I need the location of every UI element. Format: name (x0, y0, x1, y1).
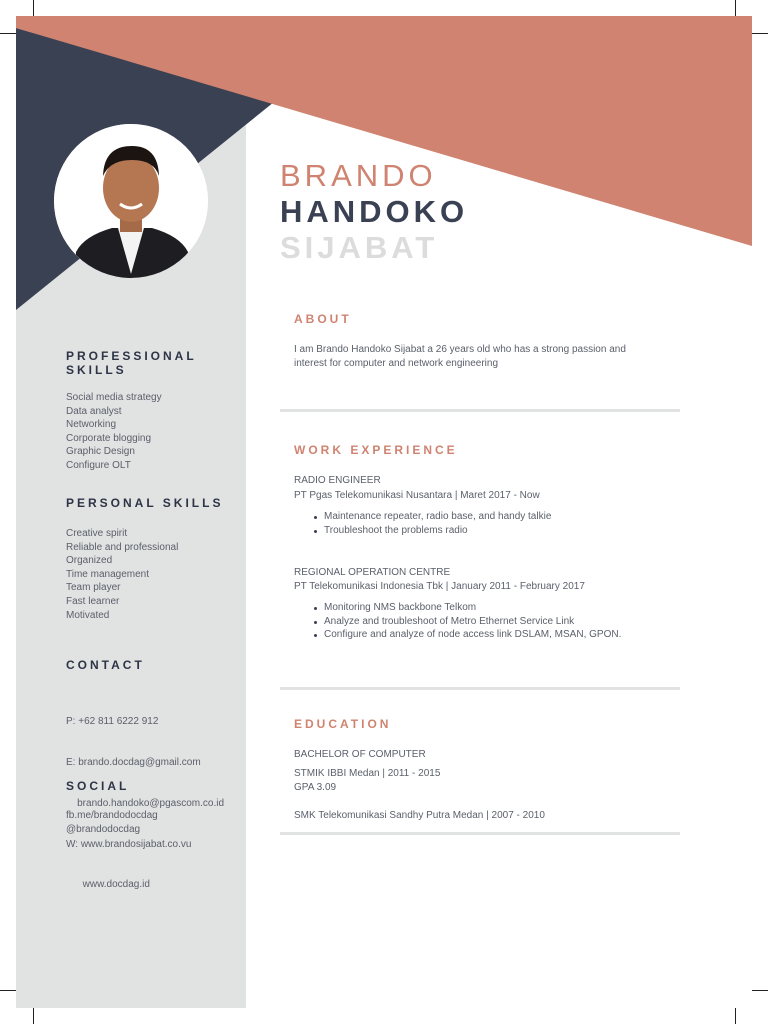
job-title: RADIO ENGINEER (294, 475, 381, 486)
list-item: Analyze and troubleshoot of Metro Ethernet Service Link (314, 615, 621, 629)
contact-website-2: www.docdag.id (66, 879, 150, 891)
list-item: Time management (66, 568, 149, 580)
education-gpa: GPA 3.09 (294, 782, 337, 793)
social-heading: SOCIAL (66, 779, 130, 793)
professional-skills-heading (66, 349, 197, 377)
crop-mark (752, 990, 768, 991)
contact-email: E: brando.docdag@gmail.com (66, 756, 201, 768)
crop-mark (735, 0, 736, 16)
list-item: Networking (66, 419, 117, 431)
personal-skills-heading: PERSONAL SKILLS (66, 496, 224, 510)
crop-mark (0, 33, 16, 34)
crop-mark (0, 990, 16, 991)
education-school: STMIK IBBI Medan | 2011 - 2015 (294, 768, 441, 779)
section-divider (280, 832, 680, 835)
job-duties (314, 601, 621, 642)
resume-page (16, 16, 752, 1008)
name-first: BRANDO (280, 158, 437, 193)
job-title: REGIONAL OPERATION CENTRE (294, 567, 451, 578)
education-heading: EDUCATION (294, 717, 392, 731)
name-last: SIJABAT (280, 230, 439, 265)
list-item: Troubleshoot the problems radio (314, 524, 551, 538)
social-handle: @brandodocdag (66, 823, 141, 835)
contact-heading: CONTACT (66, 658, 145, 672)
job-duties (314, 510, 551, 537)
work-experience-heading: WORK EXPERIENCE (294, 443, 458, 457)
social-facebook: fb.me/brandodocdag (66, 810, 158, 821)
list-item: Configure and analyze of node access link DSLAM, MSAN, GPON. (314, 628, 621, 642)
list-item: Reliable and professional (66, 541, 179, 553)
list-item: Social media strategy (66, 392, 162, 403)
heading-line: SKILLS (66, 363, 127, 377)
contact-email-2: brando.handoko@pgascom.co.id (66, 797, 225, 809)
crop-mark (33, 1008, 34, 1024)
list-item: Motivated (66, 609, 110, 621)
list-item: Graphic Design (66, 446, 135, 458)
list-item: Fast learner (66, 595, 120, 607)
crop-mark (752, 33, 768, 34)
education-school: SMK Telekomunikasi Sandhy Putra Medan | 2007 - 2010 (294, 810, 545, 821)
profile-photo (54, 124, 208, 278)
list-item: Corporate blogging (66, 432, 152, 444)
about-heading: ABOUT (294, 312, 352, 326)
education-degree: BACHELOR OF COMPUTER (294, 749, 426, 760)
list-item: Organized (66, 555, 113, 567)
job-company: PT Pgas Telekomunikasi Nusantara | Maret 2017 - Now (294, 490, 540, 501)
social-list (66, 809, 158, 836)
list-item: Data analyst (66, 405, 122, 417)
list-item: Team player (66, 582, 121, 594)
heading-line: PROFESSIONAL (66, 349, 197, 363)
section-divider (280, 409, 680, 412)
contact-website: W: www.brandosijabat.co.vu (66, 838, 192, 850)
list-item: Monitoring NMS backbone Telkom (314, 601, 621, 615)
list-item: Configure OLT (66, 459, 131, 471)
about-text-line: interest for computer and network engineering (294, 358, 499, 369)
job-company: PT Telekomunikasi Indonesia Tbk | January 2011 - February 2017 (294, 581, 585, 592)
personal-skills-list (66, 527, 178, 622)
professional-skills-list (66, 391, 162, 473)
list-item: Maintenance repeater, radio base, and handy talkie (314, 510, 551, 524)
crop-mark (33, 0, 34, 16)
contact-phone: P: +62 811 6222 912 (66, 716, 159, 728)
about-text-line: I am Brando Handoko Sijabat a 26 years old who has a strong passion and (294, 344, 626, 355)
avatar (54, 124, 208, 278)
contact-list (66, 688, 224, 919)
section-divider (280, 687, 680, 690)
list-item: Creative spirit (66, 528, 128, 539)
name-middle: HANDOKO (280, 194, 469, 229)
crop-mark (735, 1008, 736, 1024)
